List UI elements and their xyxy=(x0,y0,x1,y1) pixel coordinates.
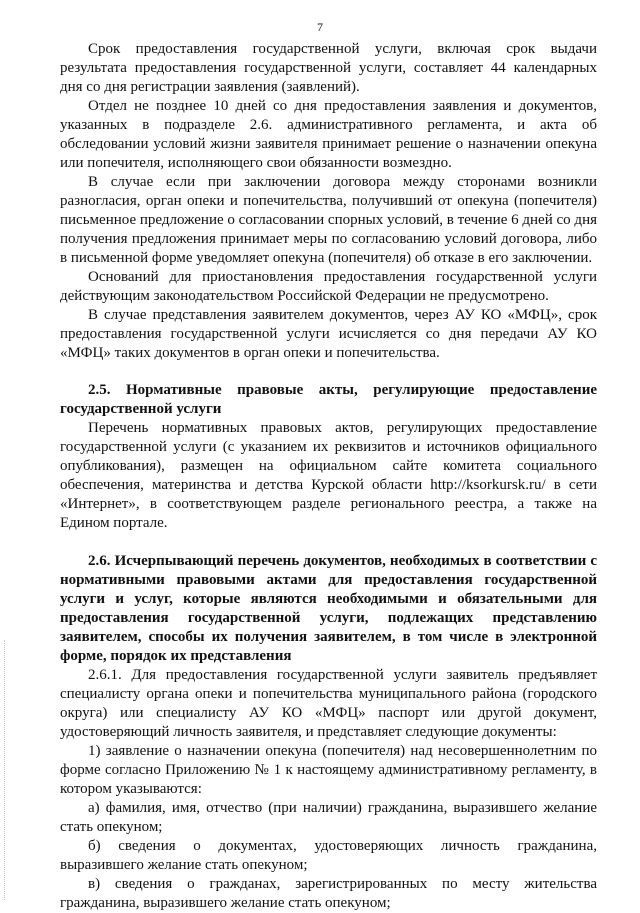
page-number: 7 xyxy=(317,20,323,34)
margin-scan-artifact xyxy=(4,640,15,900)
section-spacer xyxy=(60,533,597,552)
paragraph: В случае представления заявителем документов, через АУ КО «МФЦ», срок предоставления государственной услуги исчисляется со дня передачи АУ КО «МФЦ» таких документов в орган опеки и попечительства. xyxy=(60,307,597,361)
paragraph: Отдел не позднее 10 дней со дня предоставления заявления и документов, указанных в подразделе 2.6. административного регламента, и акта об обследовании условий жизни заявителя принимает решение о назначении опекуна или попечителя, исполняющего свои обязанности возмездно. xyxy=(60,98,597,171)
section-heading-2-5: 2.5. Нормативные правовые акты, регулирующие предоставление государственной услуги xyxy=(60,382,597,417)
paragraph: 2.6.1. Для предоставления государственной услуги заявитель предъявляет специалисту органа опеки и попечительства муниципального района (городского округа) или специалисту АУ КО «МФЦ» паспорт или другой документ, удостоверяющий личность заявителя, и представляет следующие документы: xyxy=(60,667,597,740)
paragraph: Срок предоставления государственной услуги, включая срок выдачи результата предоставления государственной услуги, составляет 44 календарных дня со дня регистрации заявления (заявлений). xyxy=(60,41,597,95)
page-content xyxy=(60,40,597,913)
section-heading-2-6: 2.6. Исчерпывающий перечень документов, необходимых в соответствии с нормативными правовыми актами для предоставления государственной услуги и услуг, которые являются необходимыми и обязательными для предоставления государственной услуги, подлежащих представлению заявителем, способы их получения заявителем, в том числе в электронной форме, порядок их представления xyxy=(60,553,597,664)
paragraph: В случае если при заключении договора между сторонами возникли разногласия, орган опеки и попечительства, получивший от опекуна (попечителя) письменное предложение о согласовании спорных условий, в течение 6 дней со дня получения предложения принимает меры по согласованию условий договора, либо в письменной форме уведомляет опекуна (попечителя) об отказе в его заключении. xyxy=(60,174,597,266)
list-item: 1) заявление о назначении опекуна (попечителя) над несовершеннолетним по форме согласно Приложению № 1 к настоящему административному регламенту, в котором указываются: xyxy=(60,743,597,797)
section-spacer xyxy=(60,363,597,381)
paragraph: Перечень нормативных правовых актов, регулирующих предоставление государственной услуги (с указанием их реквизитов и источников официального опубликования), размещен на официальном сайте комитета социального обеспечения, материнства и детства Курской области http://ksorkursk.ru/ в сети «Интернет», в соответствующем разделе регионального реестра, а также на Едином портале. xyxy=(60,420,597,531)
list-item: в) сведения о гражданах, зарегистрированных по месту жительства гражданина, выразившего желание стать опекуном; xyxy=(60,876,597,911)
paragraph: Оснований для приостановления предоставления государственной услуги действующим законодательством Российской Федерации не предусмотрено. xyxy=(60,269,597,304)
list-item: а) фамилия, имя, отчество (при наличии) гражданина, выразившего желание стать опекуном; xyxy=(60,800,597,835)
list-item: б) сведения о документах, удостоверяющих личность гражданина, выразившего желание стать опекуном; xyxy=(60,838,597,873)
